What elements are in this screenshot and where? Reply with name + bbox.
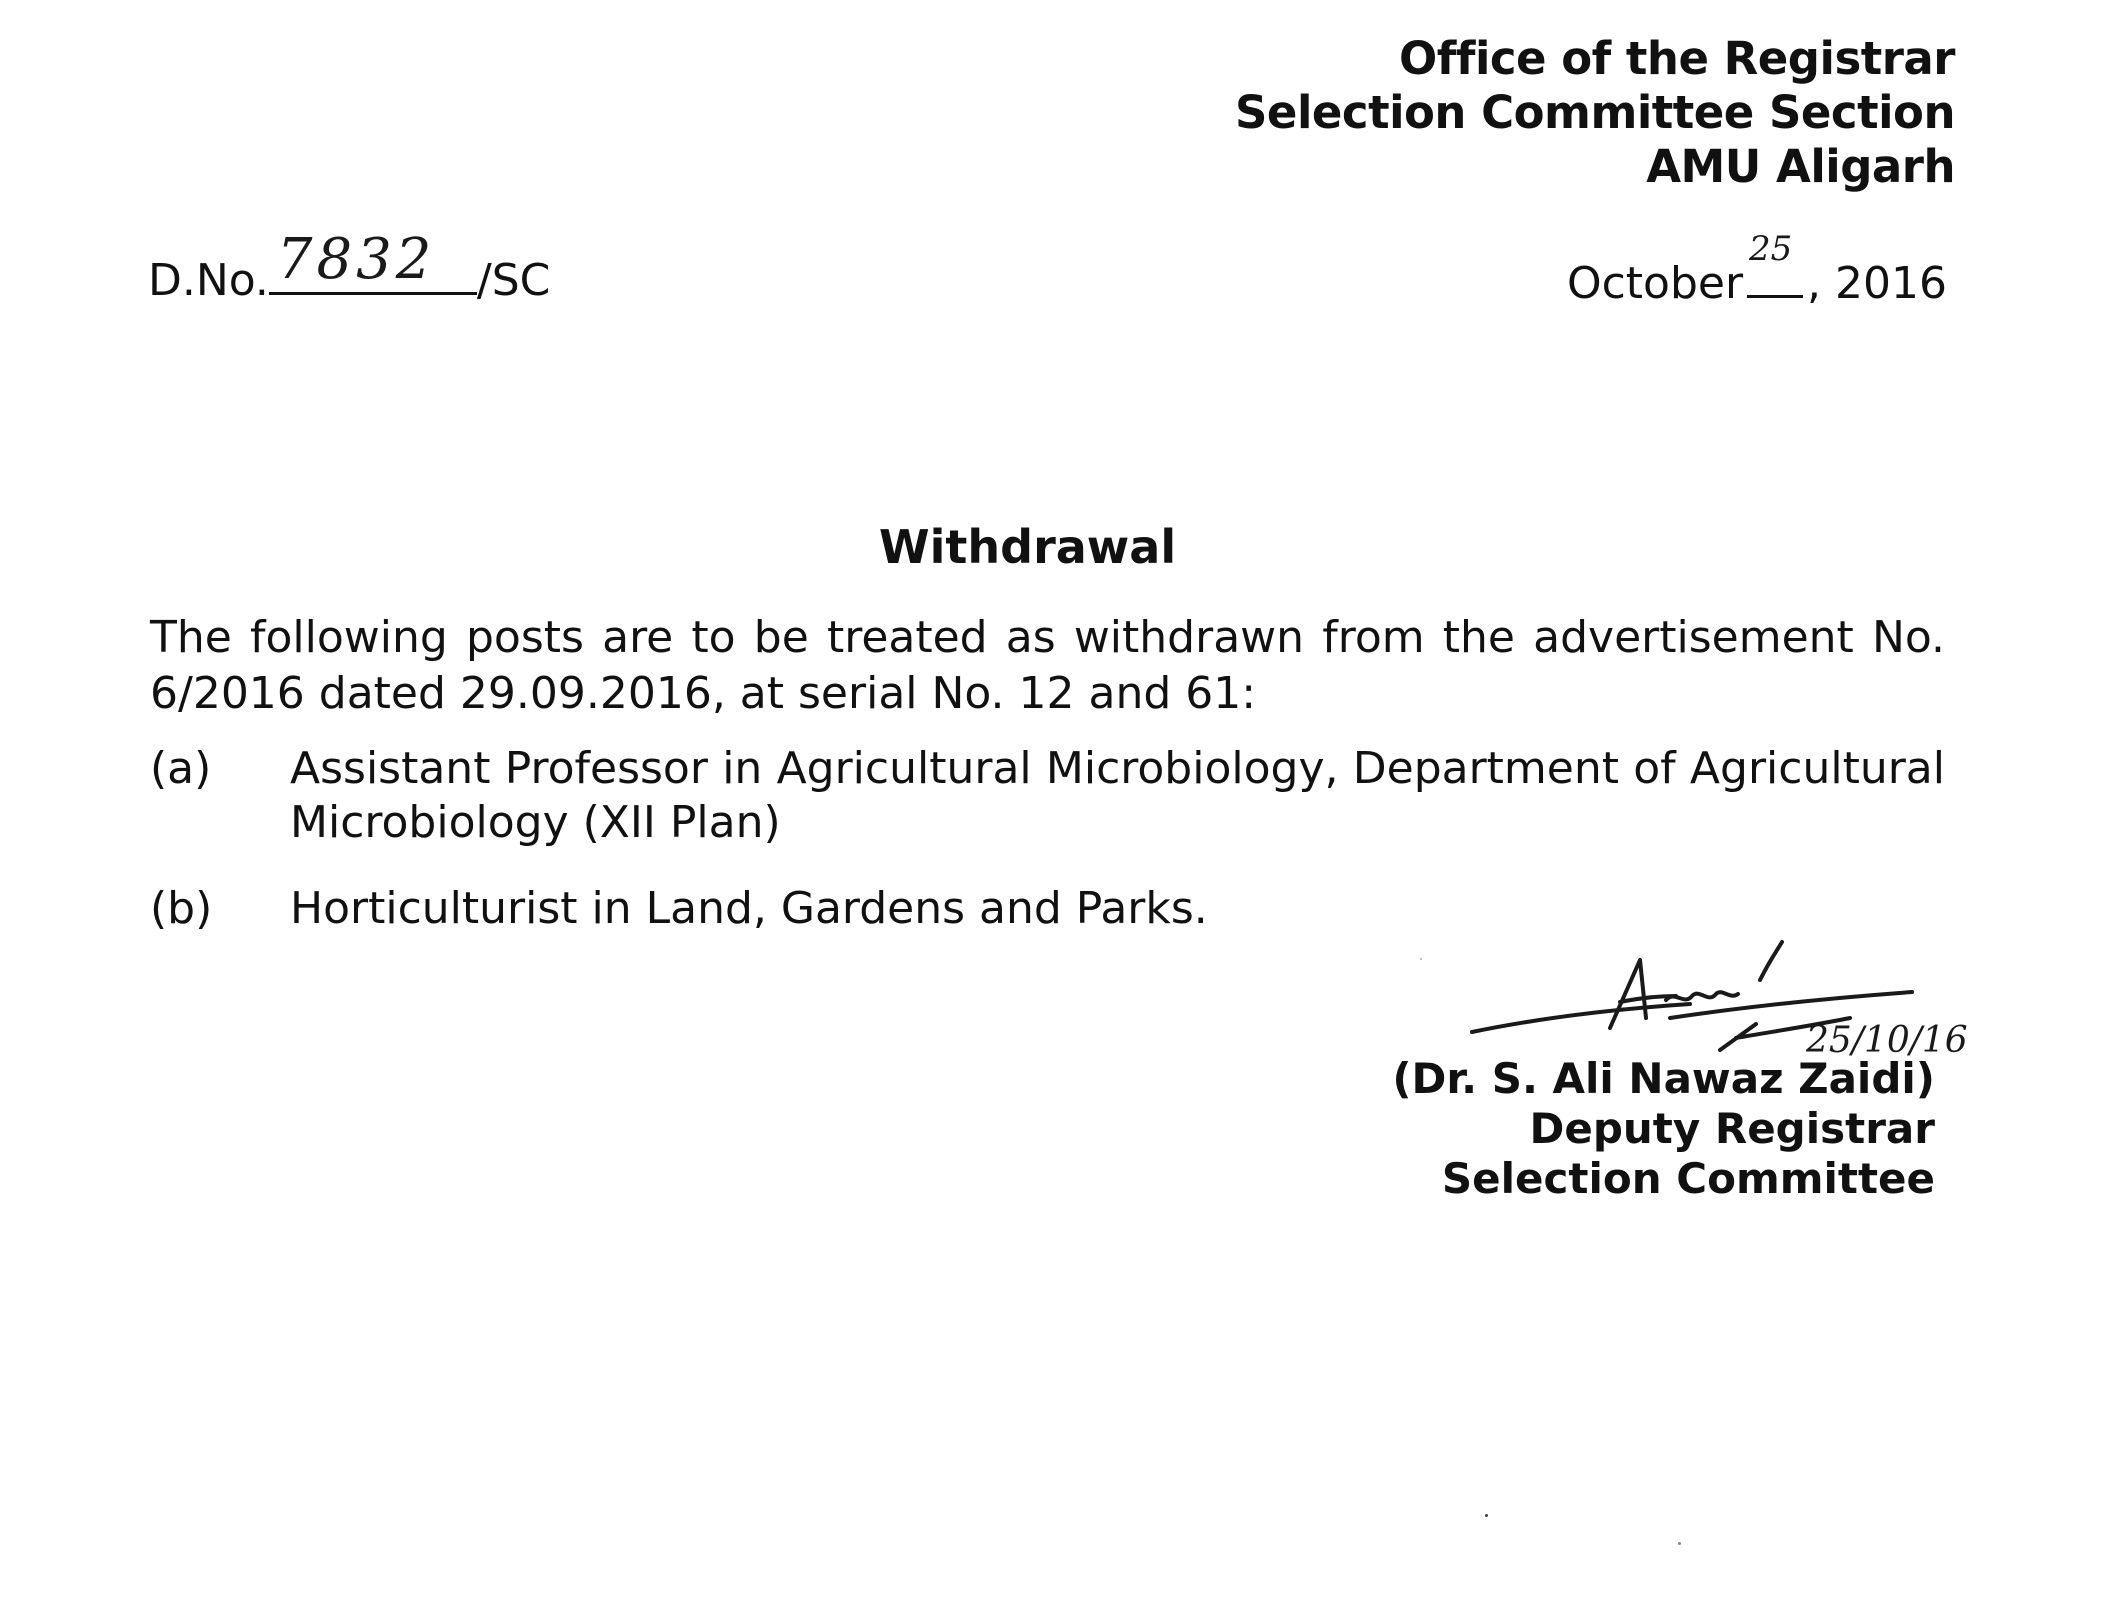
dispatch-number-prefix: D.No. [148,255,269,306]
signatory-designation: Deputy Registrar [1529,1104,1935,1153]
list-item [150,882,1945,936]
list-item [150,742,1945,850]
list-item-text: Assistant Professor in Agricultural Microbiology, Department of Agricultural Microbiology (XII Plan) [290,743,1945,848]
list-item-text: Horticulturist in Land, Gardens and Parks. [290,883,1208,934]
list-item-marker: (a) [150,743,212,794]
signatory-name: (Dr. S. Ali Nawaz Zaidi) [1392,1054,1935,1103]
date-day-handwritten: 25 [1749,229,1793,269]
handwritten-signature [1470,940,1968,1070]
office-line-university: AMU Aligarh [1646,140,1955,193]
office-line-registrar: Office of the Registrar [1399,32,1955,85]
date-month: October [1566,258,1744,309]
date-day-blank [1747,229,1803,298]
office-line-section: Selection Committee Section [1235,86,1955,139]
notice-title [0,520,2105,574]
notice-title-text: Withdrawal [878,520,1177,574]
dispatch-number-blank [269,227,477,295]
date-year: , 2016 [1807,258,1947,309]
scan-speck [1678,1542,1681,1545]
scan-speck [1420,958,1422,960]
signature-date: 25/10/16 [1806,1020,1968,1061]
office-header [1235,32,1955,194]
signatory-block [1392,1054,1935,1204]
notice-intro: The following posts are to be treated as withdrawn from the advertisement No. 6/2016 dated 29.09.2016, at serial No. 12 and 61: [150,612,1945,719]
scan-speck [1485,1514,1488,1517]
dispatch-number [148,227,551,306]
dispatch-number-suffix: /SC [476,255,551,306]
withdrawn-posts-list [150,742,1945,968]
letter-date [1566,229,1947,309]
signatory-unit: Selection Committee [1441,1154,1935,1203]
dispatch-number-handwritten: 7832 [276,227,436,292]
list-item-marker: (b) [150,883,213,934]
